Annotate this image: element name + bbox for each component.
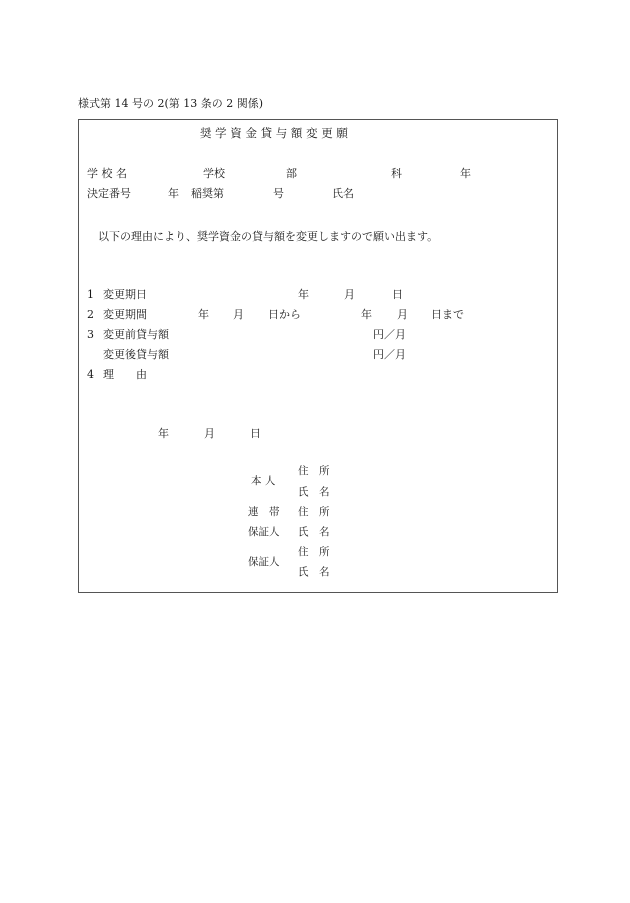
item-1-number: 1: [87, 288, 94, 301]
department-suffix: 部: [286, 167, 297, 180]
decision-year-suffix: 年: [168, 187, 179, 200]
self-address-label: 住 所: [298, 465, 330, 477]
joint-address-label: 住 所: [298, 506, 330, 518]
change-period-label: 変更期間: [103, 308, 147, 321]
period-to-year: 年: [361, 308, 372, 321]
date-month: 月: [204, 427, 215, 440]
name-label: 氏名: [332, 187, 354, 200]
period-from-day: 日から: [268, 308, 301, 321]
grade-suffix: 年: [460, 167, 471, 180]
period-from-year: 年: [198, 308, 209, 321]
period-to-day: 日まで: [431, 308, 464, 321]
self-name-label: 氏 名: [298, 486, 330, 498]
self-label: 本 人: [251, 475, 276, 487]
form-number-label: 様式第 14 号の 2(第 13 条の 2 関係): [78, 97, 264, 110]
before-amount-unit: 円／月: [373, 328, 406, 341]
guarantor-2-label: 保証人: [248, 556, 280, 568]
change-date-year: 年: [298, 288, 309, 301]
before-amount-label: 変更前貸与額: [103, 328, 169, 341]
change-date-month: 月: [344, 288, 355, 301]
item-3-number: 3: [87, 328, 94, 341]
decision-number-label: 決定番号: [87, 187, 131, 200]
date-year: 年: [158, 427, 169, 440]
period-to-month: 月: [397, 308, 408, 321]
joint-label: 連 帯: [248, 506, 280, 518]
after-amount-label: 変更後貸与額: [103, 348, 169, 361]
number-suffix: 号: [273, 187, 284, 200]
period-from-month: 月: [233, 308, 244, 321]
form-title: 奨 学 資 金 貸 与 額 変 更 願: [200, 126, 348, 140]
guarantor-2-address-label: 住 所: [298, 546, 330, 558]
school-suffix: 学校: [203, 167, 225, 180]
guarantor-2-name-label: 氏 名: [298, 566, 330, 578]
change-date-day: 日: [392, 288, 403, 301]
ina-label: 稲奨第: [191, 187, 224, 200]
change-date-label: 変更期日: [103, 288, 147, 301]
date-day: 日: [250, 427, 261, 440]
request-text: 以下の理由により、奨学資金の貸与額を変更しますので願い出ます。: [98, 230, 439, 243]
school-name-label: 学 校 名: [87, 167, 127, 180]
course-suffix: 科: [391, 167, 402, 180]
guarantor-1-name-label: 氏 名: [298, 526, 330, 538]
reason-label: 理 由: [103, 368, 147, 381]
guarantor-1-label: 保証人: [248, 526, 280, 538]
item-2-number: 2: [87, 308, 94, 321]
item-4-number: 4: [87, 368, 94, 381]
after-amount-unit: 円／月: [373, 348, 406, 361]
